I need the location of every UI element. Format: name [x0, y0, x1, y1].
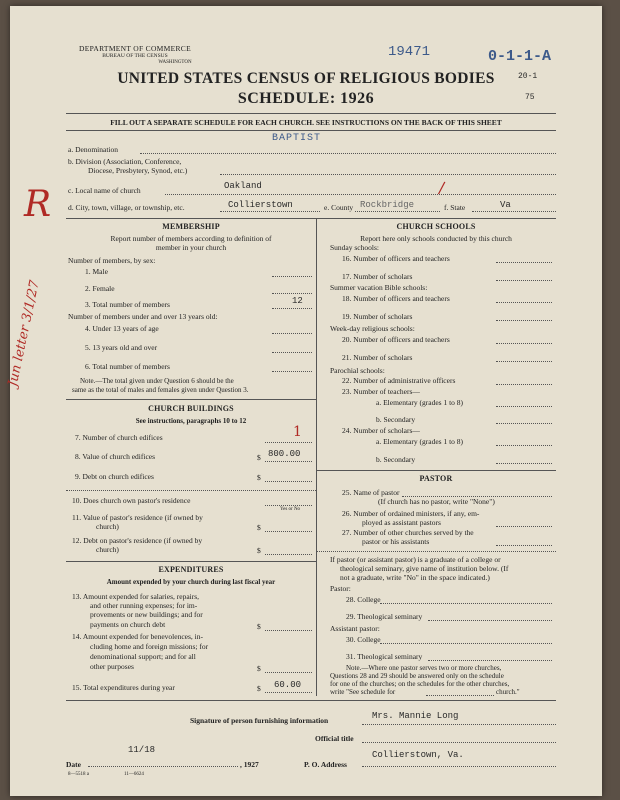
q3-label: 3. Total number of members [85, 300, 170, 309]
see-schedule-field[interactable] [426, 695, 494, 696]
address-field[interactable] [362, 766, 556, 767]
q8-field[interactable] [265, 461, 312, 462]
q20-field[interactable] [496, 343, 552, 344]
q26-label: 26. Number of ordained ministers, if any, em- [342, 509, 480, 518]
date-field[interactable] [88, 766, 238, 767]
q5-field[interactable] [272, 352, 312, 353]
by-sex-label: Number of members, by sex: [68, 256, 156, 265]
serial-stamp: 19471 [388, 44, 431, 60]
form-title: UNITED STATES CENSUS OF RELIGIOUS BODIES [117, 70, 495, 87]
q30-label: 30. College [346, 635, 381, 644]
q24b-label: b. Secondary [376, 455, 416, 464]
q30-field[interactable] [380, 643, 552, 644]
q12-label: 12. Debt on pastor's residence (if owned by [72, 536, 203, 545]
q3-value: 12 [292, 296, 303, 306]
code-stamp: 0-1-1-A [488, 48, 552, 65]
q20-label: 20. Number of officers and teachers [342, 335, 450, 344]
grad-instruction-3: not a graduate, write "No" in the space indicated.) [340, 573, 490, 582]
q4-label: 4. Under 13 years of age [85, 324, 159, 333]
denomination-field[interactable] [140, 153, 556, 154]
signature-label: Signature of person furnishing information [190, 716, 329, 725]
q19-field[interactable] [496, 320, 552, 321]
q13-label: 13. Amount expended for salaries, repairs, [72, 592, 200, 601]
q8-value: 800.00 [268, 449, 301, 459]
q7-value: 1 [293, 424, 302, 440]
q13-label-4: payments on church debt [90, 620, 166, 629]
q16-field[interactable] [496, 262, 552, 263]
denomination-label: a. Denomination [68, 145, 118, 154]
membership-intro: Report number of members according to definition of [110, 234, 272, 243]
q21-field[interactable] [496, 361, 552, 362]
code2-label: 20-1 [518, 72, 538, 81]
form-number: 8—5518 a [68, 772, 89, 777]
q14-label: 14. Amount expended for benevolences, in- [72, 632, 204, 641]
q27-field[interactable] [496, 545, 552, 546]
form-subtitle: SCHEDULE: 1926 [237, 90, 375, 107]
division-field[interactable] [220, 174, 556, 175]
q24-label: 24. Number of scholars— [342, 426, 420, 435]
county-field[interactable] [355, 211, 440, 212]
q27-label-2: pastor or his assistants [362, 537, 430, 546]
q5-label: 5. 13 years old and over [85, 343, 158, 352]
instruction-line: FILL OUT A SEPARATE SCHEDULE FOR EACH CHURCH. SEE INSTRUCTIONS ON THE BACK OF THIS SHEET [110, 118, 502, 127]
q11-dollar: $ [257, 523, 261, 532]
state-value: Va [500, 200, 511, 210]
pastor-note-2: Questions 28 and 29 should be answered only on the schedule [330, 672, 504, 680]
q14-label-2: cluding home and foreign missions; for [90, 642, 209, 651]
q13-field[interactable] [265, 630, 312, 631]
q31-label: 31. Theological seminary [346, 652, 423, 661]
q16-label: 16. Number of officers and teachers [342, 254, 450, 263]
yes-no-hint: Yes or No [280, 507, 301, 512]
q11-field[interactable] [265, 531, 312, 532]
age-label: Number of members under and over 13 years old: [68, 312, 218, 321]
q8-dollar: $ [257, 453, 261, 462]
summer-label: Summer vacation Bible schools: [330, 283, 428, 292]
q1-label: 1. Male [85, 267, 108, 276]
q22-label: 22. Number of administrative officers [342, 376, 456, 385]
q23a-label: a. Elementary (grades 1 to 8) [376, 398, 464, 407]
grad-instruction: If pastor (or assistant pastor) is a graduate of a college or [330, 555, 501, 564]
division-label-2: Diocese, Presbytery, Synod, etc.) [88, 166, 188, 175]
denomination-stamp: BAPTIST [272, 133, 322, 144]
bureau-label: BUREAU OF THE CENSUS [102, 53, 168, 59]
county-value: Rockbridge [360, 200, 415, 210]
q23b-label: b. Secondary [376, 415, 416, 424]
schools-intro: Report here only schools conducted by this church [360, 234, 512, 243]
q12-dollar: $ [257, 546, 261, 555]
q17-label: 17. Number of scholars [342, 272, 413, 281]
q12-label-2: church) [96, 545, 119, 554]
q2-label: 2. Female [85, 284, 115, 293]
q9-dollar: $ [257, 473, 261, 482]
weekday-label: Week-day religious schools: [330, 324, 415, 333]
q15-dollar: $ [257, 684, 261, 693]
assistant-pastor-label: Assistant pastor: [330, 624, 380, 633]
q24a-field[interactable] [496, 445, 552, 446]
census-schedule-page [5, 6, 602, 796]
q18-label: 18. Number of officers and teachers [342, 294, 450, 303]
buildings-heading: CHURCH BUILDINGS [148, 404, 234, 413]
q25-label: 25. Name of pastor [342, 488, 400, 497]
q31-field[interactable] [428, 660, 552, 661]
date-label: Date [66, 760, 81, 769]
q14-field[interactable] [265, 672, 312, 673]
q3-field[interactable] [272, 308, 312, 309]
q17-field[interactable] [496, 280, 552, 281]
print-number: 11—6624 [124, 772, 144, 777]
buildings-sub: See instructions, paragraphs 10 to 12 [135, 417, 247, 425]
membership-note-2: same as the total of males and females given under Question 3. [72, 386, 249, 394]
q26-label-2: ployed as assistant pastors [362, 518, 441, 527]
q10-label: 10. Does church own pastor's residence [72, 496, 191, 505]
red-r-mark: R [24, 184, 52, 225]
q6-label: 6. Total number of members [85, 362, 170, 371]
q13-dollar: $ [257, 622, 261, 631]
city-value: Collierstown [228, 200, 293, 210]
q11-label: 11. Value of pastor's residence (if owned by [72, 513, 203, 522]
church-name-value: Oakland [224, 181, 262, 191]
signature-value: Mrs. Mannie Long [372, 711, 459, 721]
q13-label-3: provements or new buildings; and for [90, 610, 203, 619]
pastor-note-4-end: church." [496, 688, 520, 696]
q23-label: 23. Number of teachers— [342, 387, 420, 396]
state-label: f. State [444, 203, 466, 212]
q15-value: 60.00 [274, 680, 302, 690]
grad-instruction-2: theological seminary, give name of institution below. (If [340, 564, 509, 573]
q15-label: 15. Total expenditures during year [72, 683, 175, 692]
q21-label: 21. Number of scholars [342, 353, 413, 362]
city-field[interactable] [220, 211, 320, 212]
signature-field[interactable] [362, 724, 556, 725]
schools-heading: CHURCH SCHOOLS [396, 222, 476, 231]
q8-label: 8. Value of church edifices [75, 452, 156, 461]
membership-note: Note.—The total given under Question 6 should be the [80, 377, 234, 385]
q27-label: 27. Number of other churches served by the [342, 528, 474, 537]
q7-field[interactable] [265, 442, 312, 443]
code3-label: 75 [525, 93, 535, 102]
official-title-field[interactable] [362, 742, 556, 743]
church-name-label: c. Local name of church [68, 186, 141, 195]
county-label: e. County [324, 203, 354, 212]
address-value: Collierstown, Va. [372, 750, 464, 760]
q14-dollar: $ [257, 664, 261, 673]
county-check-mark: / [437, 177, 446, 198]
q11-label-2: church) [96, 522, 119, 531]
parochial-label: Parochial schools: [330, 366, 385, 375]
state-field[interactable] [472, 211, 556, 212]
department-label: DEPARTMENT OF COMMERCE [78, 44, 191, 53]
q28-label: 28. College [346, 595, 381, 604]
expenditures-heading: EXPENDITURES [158, 565, 224, 574]
membership-heading: MEMBERSHIP [162, 222, 220, 231]
q14-label-3: denominational support; and for all [90, 652, 196, 661]
q26-field[interactable] [496, 526, 552, 527]
pastor-heading: PASTOR [419, 474, 453, 483]
pastor-note-3: for one of the churches; on the schedules for the other churches, [330, 680, 510, 688]
q9-field[interactable] [265, 481, 312, 482]
q25-hint: (If church has no pastor, write "None") [378, 497, 495, 506]
expenditures-sub: Amount expended by your church during last fiscal year [106, 578, 276, 586]
q23b-field[interactable] [496, 423, 552, 424]
q12-field[interactable] [265, 554, 312, 555]
year-label: , 1927 [240, 760, 259, 769]
q29-field[interactable] [428, 620, 552, 621]
date-value: 11/18 [128, 745, 156, 755]
q14-label-4: other purposes [90, 662, 134, 671]
address-label: P. O. Address [304, 760, 347, 769]
official-title-label: Official title [315, 734, 354, 743]
q19-label: 19. Number of scholars [342, 312, 413, 321]
division-label: b. Division (Association, Conference, [68, 157, 182, 166]
pastor-label: Pastor: [330, 584, 351, 593]
q4-field[interactable] [272, 333, 312, 334]
q2-field[interactable] [272, 293, 312, 294]
sunday-label: Sunday schools: [330, 243, 379, 252]
q6-field[interactable] [272, 371, 312, 372]
city-label: d. City, town, village, or township, etc. [68, 203, 185, 212]
q1-field[interactable] [272, 276, 312, 277]
q22-field[interactable] [496, 384, 552, 385]
q13-label-2: and other running expenses; for im- [90, 601, 198, 610]
q7-label: 7. Number of church edifices [75, 433, 163, 442]
q10-field[interactable] [265, 505, 312, 506]
q23a-field[interactable] [496, 406, 552, 407]
q9-label: 9. Debt on church edifices [75, 472, 154, 481]
q28-field[interactable] [380, 603, 552, 604]
membership-intro-2: member in your church [155, 243, 227, 252]
q18-field[interactable] [496, 302, 552, 303]
church-name-field[interactable] [165, 194, 556, 195]
q15-field[interactable] [265, 692, 312, 693]
city-label: WASHINGTON [158, 60, 192, 65]
margin-note: Jun letter 3/1/27 [5, 278, 43, 389]
q24b-field[interactable] [496, 463, 552, 464]
q29-label: 29. Theological seminary [346, 612, 423, 621]
q24a-label: a. Elementary (grades 1 to 8) [376, 437, 464, 446]
pastor-note: Note.—Where one pastor serves two or more churches, [346, 664, 502, 672]
pastor-note-4: write "See schedule for [330, 688, 396, 696]
